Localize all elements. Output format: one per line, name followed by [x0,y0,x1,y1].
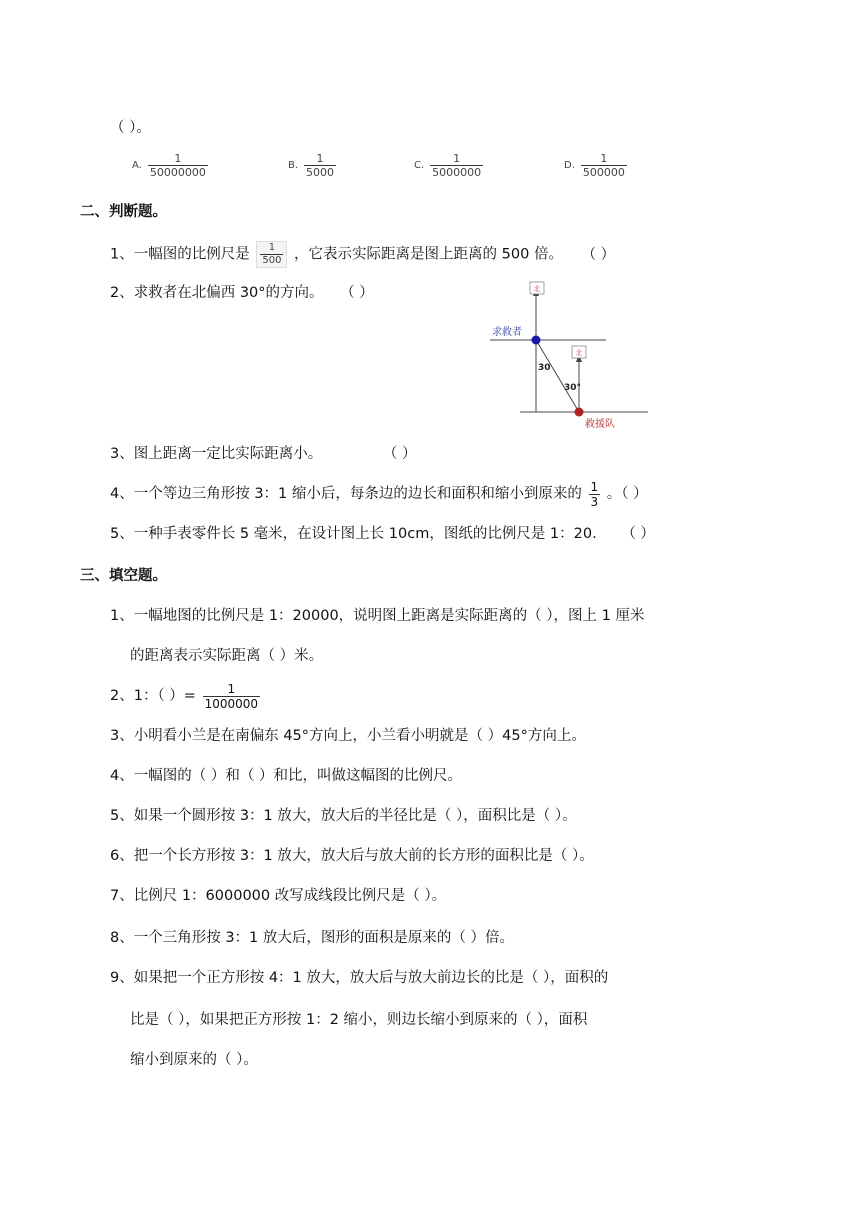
q5-text: 5、一种手表零件长 5 毫米，在设计图上长 10cm，图纸的比例尺是 1：20. [110,526,597,542]
fill-q7: 7、比例尺 1：6000000 改写成线段比例尺是（ ）。 [110,888,447,904]
option-letter: A. [132,160,142,171]
fill-q3: 3、小明看小兰是在南偏东 45°方向上，小兰看小明就是（ ）45°方向上。 [110,728,586,744]
angle-label: 30° [564,383,582,393]
answer-paren[interactable]: （ ） [621,526,655,542]
option-d [564,153,629,178]
fill-q5: 5、如果一个圆形按 3：1 放大，放大后的半径比是（ ），面积比是（ ）。 [110,808,577,824]
fraction-denominator: 1000000 [204,696,259,711]
q1-text-pre: 1、一幅图的比例尺是 [110,246,250,263]
fraction-numerator: 1 [174,152,182,165]
fill-q9-line1: 9、如果把一个正方形按 4：1 放大，放大后与放大前边长的比是（ ），面积的 [110,970,609,986]
fill-q1-line1: 1、一幅地图的比例尺是 1：20000，说明图上距离是实际距离的（ ），图上 1 厘米 [110,608,645,624]
judgement-q2 [110,283,374,303]
fill-q2 [110,680,262,712]
option-letter: C. [414,160,425,171]
option-a [132,153,210,178]
q4-fraction [589,481,601,508]
section-heading-judgement: 二、判断题。 [80,204,167,220]
fill-q6: 6、把一个长方形按 3：1 放大，放大后与放大前的长方形的面积比是（ ）。 [110,848,594,864]
fill-q8: 8、一个三角形按 3：1 放大后，图形的面积是原来的（ ）倍。 [110,930,515,946]
fraction-numerator: 1 [590,479,599,494]
q4-text-pre: 4、一个等边三角形按 3：1 缩小后，每条边的边长和面积和缩小到原来的 [110,486,582,502]
answer-paren[interactable]: （ ） [382,446,417,462]
option-c [414,153,485,178]
judgement-q5 [110,524,655,544]
q1-fraction [256,241,287,268]
fraction-denominator: 5000000 [432,166,482,179]
rescue-point [575,408,584,417]
seeker-point [532,336,541,345]
q2-fraction [203,683,260,710]
q2-text: 2、求救者在北偏西 30°的方向。 [110,285,324,301]
option-fraction [430,153,483,178]
q4-text-post: 。（ ） [606,486,648,502]
fraction-denominator: 500 [262,255,282,266]
section-heading-fill-in: 三、填空题。 [80,568,167,584]
seeker-label: 求救者 [492,327,522,338]
fraction-denominator: 3 [590,494,599,509]
fraction-denominator: 500000 [582,166,625,179]
fill-q1-line2: 的距离表示实际距离（ ）米。 [130,648,324,664]
fraction-numerator: 1 [268,242,276,253]
answer-paren[interactable]: （ ） [581,246,616,263]
fill-q9-line3: 缩小到原来的（ ）。 [130,1052,258,1068]
q2-text-pre: 2、1：（ ）= [110,688,196,704]
north-label: 北 [533,285,541,293]
answer-paren[interactable]: （ ） [340,285,374,301]
option-letter: D. [564,160,575,171]
fraction-numerator: 1 [316,152,324,165]
q1-text-post: ，它表示实际距离是图上距离的 500 倍。 [294,246,563,263]
judgement-q3 [110,444,416,464]
fill-q9-line2: 比是（ ），如果把正方形按 1：2 缩小，则边长缩小到原来的（ ），面积 [130,1012,588,1028]
prev-question-paren: （ ）。 [110,120,151,136]
option-fraction [581,153,627,178]
judgement-q1 [110,241,615,268]
fraction-denominator: 5000 [306,166,335,179]
rescue-label: 救援队 [585,419,615,430]
option-fraction [148,153,208,178]
fill-q4: 4、一幅图的（ ）和（ ）和比，叫做这幅图的比例尺。 [110,768,462,784]
fraction-denominator: 50000000 [149,166,206,179]
fraction-numerator: 1 [453,152,461,165]
option-b [288,153,338,178]
q3-text: 3、图上距离一定比实际距离小。 [110,446,323,462]
option-fraction [304,153,336,178]
judgement-q4 [110,480,648,508]
direction-diagram [488,280,652,456]
fraction-numerator: 1 [600,152,608,165]
fraction-numerator: 1 [227,681,236,696]
option-letter: B. [288,160,299,171]
north-label: 北 [575,349,583,357]
angle-label: 30 [538,363,551,373]
